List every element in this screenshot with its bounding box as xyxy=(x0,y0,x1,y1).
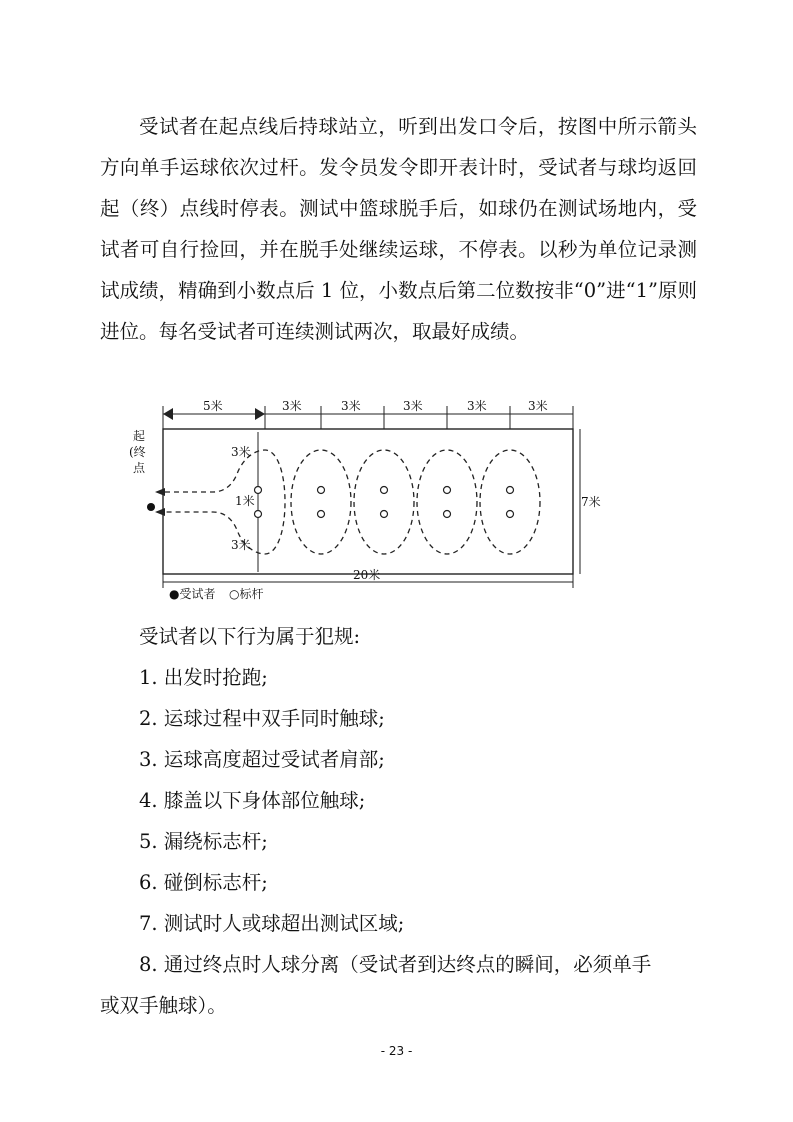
start-label-3: 点 xyxy=(133,461,146,475)
dim-left-mid: 1米 xyxy=(235,494,255,508)
intro-paragraph: 受试者在起点线后持球站立，听到出发口令后，按图中所示箭头方向单手运球依次过杆。发令员发令即开表计时，受试者与球均返回起（终）点线时停表。测试中篮球脱手后，如球仍在测试场地内，受试者可自行捡回，并在脱手处继续运球，不停表。以秒为单位记录测试成绩，精确到小数点后 1 位，小数点后第二位数按非“0”进“1”原则进位。每名受试者可连续测试两次，取最好成绩。 xyxy=(100,115,697,343)
foul-item-4: 4. 膝盖以下身体部位触球; xyxy=(139,789,366,812)
dim-top-1: 5米 xyxy=(203,399,223,413)
foul-item-3: 3. 运球高度超过受试者肩部; xyxy=(139,748,385,771)
foul-item-5: 5. 漏绕标志杆; xyxy=(139,830,268,853)
dribble-path-lobe-1 xyxy=(291,450,351,554)
start-label-2: (终 xyxy=(129,445,146,459)
pole xyxy=(444,487,451,494)
pole xyxy=(507,487,514,494)
dim-left-top: 3米 xyxy=(231,445,251,459)
dim-top-4: 3米 xyxy=(403,399,423,413)
dim-bottom: 20米 xyxy=(353,568,381,582)
start-label-1: 起 xyxy=(133,429,146,443)
dim-top-5: 3米 xyxy=(467,399,487,413)
pole xyxy=(381,487,388,494)
foul-item-8-line-1: 8. 通过终点时人球分离（受试者到达终点的瞬间，必须单手 xyxy=(139,953,652,976)
pole xyxy=(318,511,325,518)
pole xyxy=(255,487,262,494)
pole xyxy=(507,511,514,518)
arrow-out xyxy=(155,488,165,496)
dim-top-6: 3米 xyxy=(528,399,548,413)
dim-left-bottom: 3米 xyxy=(231,538,251,552)
pole xyxy=(381,511,388,518)
dim-right: 7米 xyxy=(581,495,601,509)
pole xyxy=(444,511,451,518)
pole xyxy=(255,511,262,518)
legend-pole: ○标杆 xyxy=(229,587,264,601)
dribble-path-lobe-3 xyxy=(417,450,477,554)
court-boundary xyxy=(163,429,573,574)
dribble-path-lobe-2 xyxy=(354,450,414,554)
legend-tester: ●受试者 xyxy=(169,587,216,601)
dribble-path-lobe-4 xyxy=(480,450,540,554)
foul-item-6: 6. 碰倒标志杆; xyxy=(139,871,268,894)
page-number: - 23 - xyxy=(380,1044,413,1058)
foul-item-7: 7. 测试时人或球超出测试区域; xyxy=(139,912,405,935)
foul-item-2: 2. 运球过程中双手同时触球; xyxy=(139,707,385,730)
arrow-in xyxy=(155,508,165,516)
dribble-path-start-lobe xyxy=(165,450,285,554)
dribble-course-diagram xyxy=(125,392,601,604)
fouls-heading: 受试者以下行为属于犯规: xyxy=(139,625,361,648)
foul-item-1: 1. 出发时抢跑; xyxy=(139,666,268,689)
foul-item-8-line-2: 或双手触球）。 xyxy=(100,994,227,1017)
dim-top-2: 3米 xyxy=(282,399,302,413)
pole xyxy=(318,487,325,494)
tester-marker xyxy=(147,503,155,511)
dim-top-3: 3米 xyxy=(341,399,361,413)
